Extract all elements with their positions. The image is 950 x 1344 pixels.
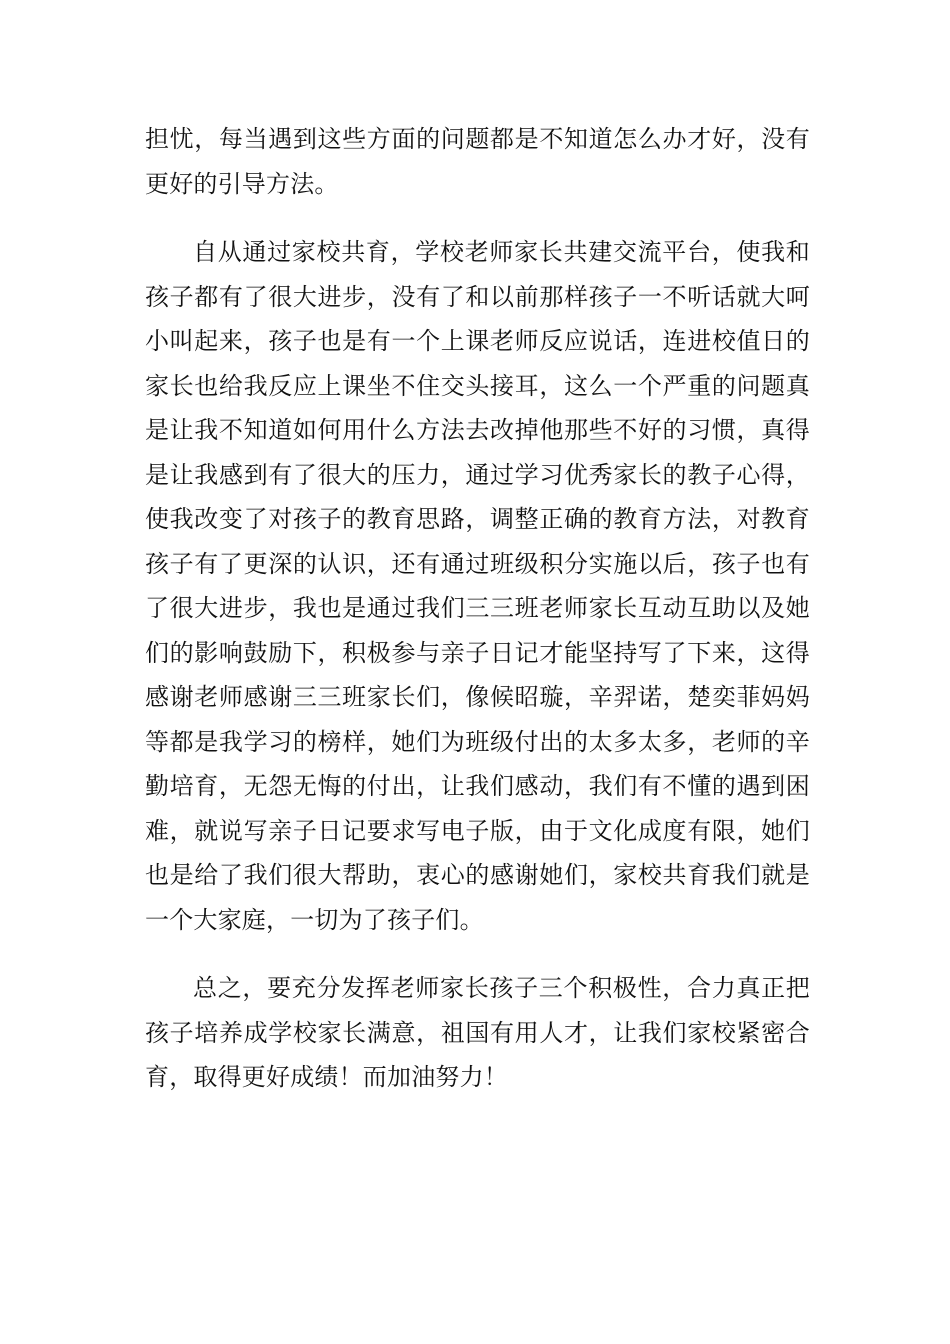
paragraph-continuation: 担忧，每当遇到这些方面的问题都是不知道怎么办才好，没有更好的引导方法。: [145, 125, 810, 198]
paragraph-conclusion: 总之，要充分发挥老师家长孩子三个积极性，合力真正把孩子培养成学校家长满意，祖国有用人才，让我们家校紧密合育，取得更好成绩！而加油努力！: [145, 974, 810, 1091]
paragraph-main: 自从通过家校共育，学校老师家长共建交流平台，使我和孩子都有了很大进步，没有了和以前那样孩子一不听话就大呵小叫起来，孩子也是有一个上课老师反应说话，连进校值日的家长也给我反应上课坐不住交头接耳，这么一个严重的问题真是让我不知道如何用什么方法去改掉他那些不好的习惯，真得是让我感到有了很大的压力，通过学习优秀家长的教子心得，使我改变了对孩子的教育思路，调整正确的教育方法，对教育孩子有了更深的认识，还有通过班级积分实施以后，孩子也有了很大进步，我也是通过我们三三班老师家长互动互助以及她们的影响鼓励下，积极参与亲子日记才能坚持写了下来，这得感谢老师感谢三三班家长们，像候昭璇，辛羿诺，楚奕菲妈妈等都是我学习的榜样，她们为班级付出的太多太多，老师的辛勤培育，无怨无悔的付出，让我们感动，我们有不懂的遇到困难，就说写亲子日记要求写电子版，由于文化成度有限，她们也是给了我们很大帮助，衷心的感谢她们，家校共育我们就是一个大家庭，一切为了孩子们。: [145, 238, 810, 934]
document-body: [145, 117, 810, 1100]
